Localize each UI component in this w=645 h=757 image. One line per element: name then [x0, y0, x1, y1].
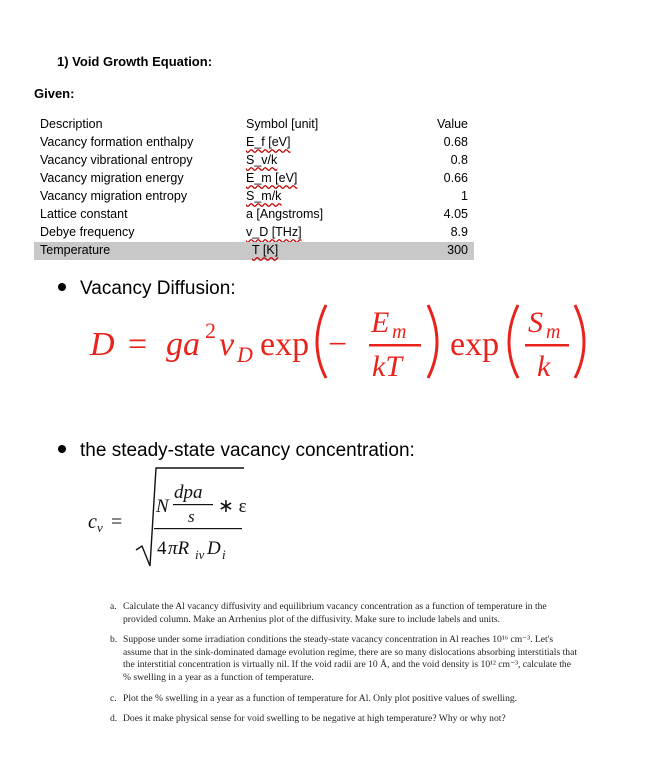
table-row	[34, 188, 474, 206]
question-text: Suppose under some irradiation conditions the steady-state vacancy concentration in Al reaches 10¹⁶ cm⁻³. Let's assume that in the sink-dominated damage evolution regime, there are so many dislocations absorbing interstitials that the interstitial concentration is virtually nil. If the void radii are 10 Å, and the void density is 10¹² cm⁻³, calculate the % swelling in a year as a function of temperature.	[123, 634, 577, 683]
svg-text:=: =	[128, 326, 148, 363]
row-description: Vacancy formation enthalpy	[40, 135, 194, 149]
question-label: c.	[110, 692, 117, 704]
svg-text:exp: exp	[260, 326, 310, 363]
row-symbol: v_D [THz]	[246, 225, 302, 239]
svg-text:dpa: dpa	[174, 482, 203, 503]
svg-text:ν: ν	[219, 326, 235, 363]
table-row-temperature	[34, 242, 474, 260]
row-value: 0.66	[443, 171, 468, 185]
question-label: d.	[110, 713, 118, 725]
svg-text:i: i	[222, 547, 226, 562]
svg-text:D: D	[207, 538, 221, 559]
row-value: 300	[447, 243, 468, 257]
svg-text:v: v	[97, 520, 103, 535]
question-text: Calculate the Al vacancy diffusivity and equilibrium vacancy concentration as a function of temperature in the provided column. Make an Arrhenius plot of the diffusivity. Make sure to include labels and units.	[123, 601, 547, 625]
bullet-text: Vacancy Diffusion:	[80, 278, 236, 299]
row-value: 4.05	[443, 207, 468, 221]
bullet-text: the steady-state vacancy concentration:	[80, 440, 415, 461]
svg-text:S: S	[528, 306, 543, 339]
bullet-dot-icon	[58, 445, 66, 453]
bullet-vacancy-diffusion	[58, 278, 236, 300]
svg-text:D: D	[90, 326, 115, 363]
row-value: 0.8	[450, 153, 468, 167]
row-description: Lattice constant	[40, 207, 128, 221]
row-symbol: T [K]	[252, 243, 279, 257]
svg-text:2: 2	[205, 318, 216, 343]
bullet-steady-state	[58, 440, 415, 462]
row-symbol: S_m/k	[246, 189, 282, 203]
row-value: 1	[461, 189, 468, 203]
row-symbol: E_f [eV]	[246, 135, 291, 149]
question-text: Plot the % swelling in a year as a function of temperature for Al. Only plot positive values of swelling.	[123, 692, 518, 704]
header-symbol: Symbol [unit]	[246, 117, 319, 131]
svg-text:4: 4	[157, 538, 167, 559]
question-item	[110, 713, 580, 726]
question-list	[110, 601, 580, 734]
svg-text:kT: kT	[372, 350, 402, 380]
section-heading: 1) Void Growth Equation:	[57, 54, 213, 69]
svg-text:πR: πR	[168, 538, 190, 559]
question-text: Does it make physical sense for void swelling to be negative at high temperature? Why or why not?	[123, 713, 506, 725]
svg-text:N: N	[156, 496, 169, 517]
question-item	[110, 693, 580, 706]
concentration-equation	[84, 462, 264, 570]
row-description: Vacancy migration entropy	[40, 189, 188, 203]
svg-text:m: m	[392, 321, 407, 343]
svg-text:exp: exp	[450, 326, 500, 363]
table-row	[34, 134, 474, 152]
question-label: b.	[110, 634, 118, 646]
header-description: Description	[40, 117, 103, 131]
header-value: Value	[436, 117, 468, 131]
bullet-dot-icon	[58, 283, 66, 291]
question-label: a.	[110, 601, 117, 612]
diffusion-equation	[88, 300, 608, 380]
row-symbol: E_m [eV]	[246, 171, 298, 185]
question-item	[110, 634, 580, 684]
svg-text:E: E	[371, 306, 390, 339]
row-symbol: S_v/k	[246, 153, 278, 167]
svg-text:iv: iv	[195, 547, 205, 562]
row-description: Vacancy migration energy	[40, 171, 184, 185]
given-label: Given:	[34, 86, 75, 101]
row-description: Temperature	[40, 243, 111, 257]
svg-text:−: −	[328, 326, 348, 363]
svg-text:=: =	[111, 511, 123, 533]
svg-text:k: k	[537, 350, 551, 380]
svg-text:c: c	[88, 511, 97, 533]
svg-text:∗ ε: ∗ ε	[218, 496, 247, 517]
table-header-row	[34, 116, 474, 134]
table-row	[34, 206, 474, 224]
table-row	[34, 224, 474, 242]
svg-text:s: s	[188, 507, 195, 526]
table-row	[34, 170, 474, 188]
row-symbol: a [Angstroms]	[246, 207, 324, 221]
given-table	[34, 116, 474, 260]
svg-text:m: m	[546, 321, 561, 343]
table-row	[34, 152, 474, 170]
row-description: Debye frequency	[40, 225, 135, 239]
row-value: 0.68	[443, 135, 468, 149]
svg-text:D: D	[237, 342, 253, 367]
svg-text:ga: ga	[166, 326, 200, 363]
row-description: Vacancy vibrational entropy	[40, 153, 193, 167]
row-value: 8.9	[450, 225, 468, 239]
question-item	[110, 601, 580, 626]
